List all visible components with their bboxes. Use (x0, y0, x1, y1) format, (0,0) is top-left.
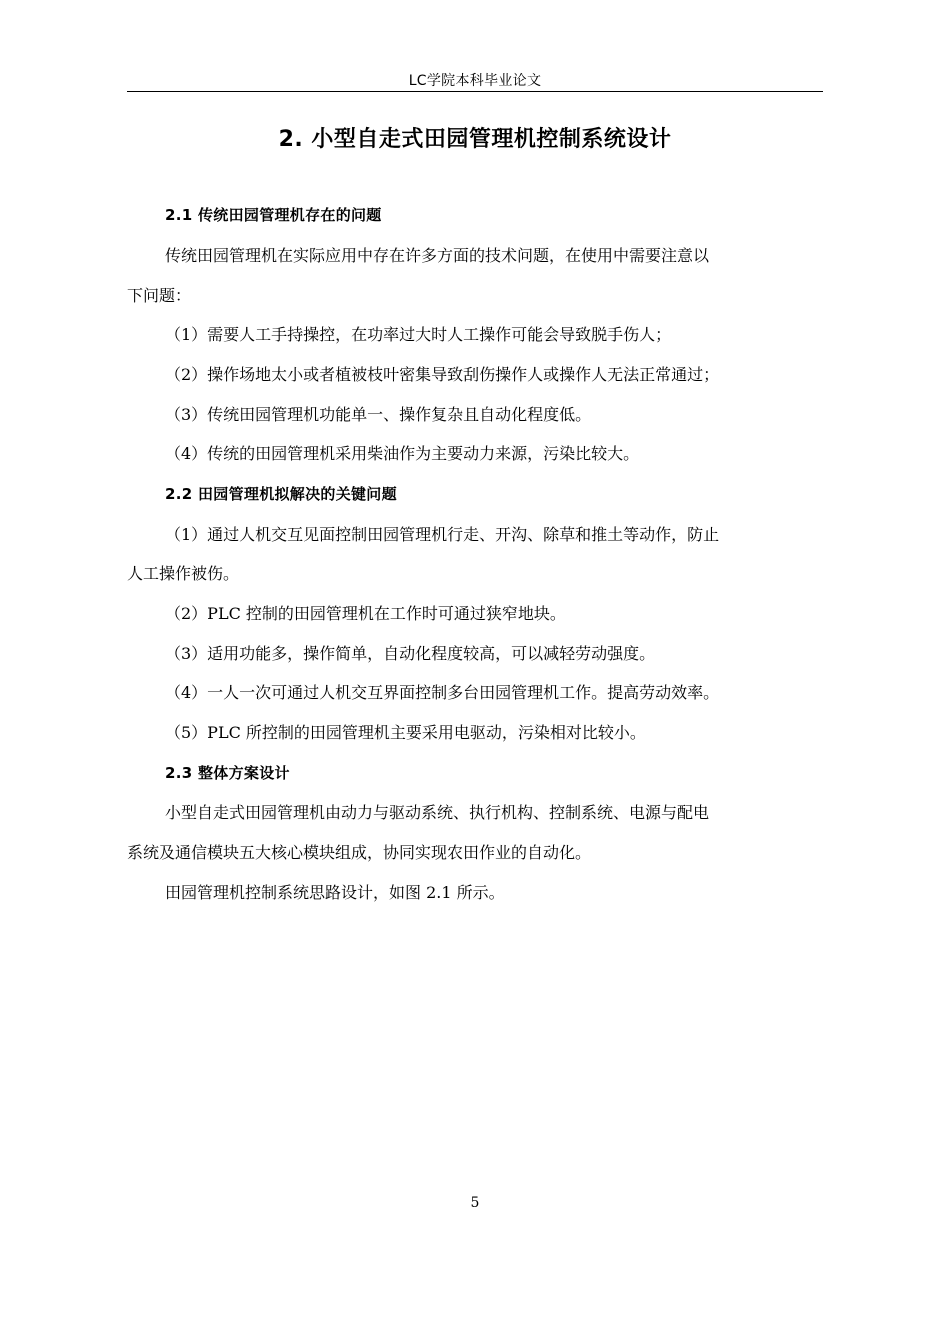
list-item: （3）适用功能多，操作简单，自动化程度较高，可以减轻劳动强度。 (165, 644, 656, 663)
list-item: （3）传统田园管理机功能单一、操作复杂且自动化程度低。 (165, 405, 592, 424)
header-divider (127, 91, 823, 92)
list-item: （1）需要人工手持操控，在功率过大时人工操作可能会导致脱手伤人； (165, 325, 672, 344)
paragraph-line: 小型自走式田园管理机由动力与驱动系统、执行机构、控制系统、电源与配电 (165, 803, 710, 822)
paragraph-line: 传统田园管理机在实际应用中存在许多方面的技术问题，在使用中需要注意以 (165, 246, 710, 265)
page-number: 5 (470, 1195, 480, 1211)
list-item: （5）PLC 所控制的田园管理机主要采用电驱动，污染相对比较小。 (165, 723, 646, 742)
paragraph-line: 田园管理机控制系统思路设计，如图 2.1 所示。 (165, 883, 505, 902)
list-item: （1）通过人机交互见面控制田园管理机行走、开沟、除草和推土等动作，防止 (165, 525, 720, 544)
section-heading-2-2: 2.2 田园管理机拟解决的关键问题 (165, 485, 397, 503)
paragraph-line: 下问题： (127, 286, 192, 305)
chapter-title: 2. 小型自走式田园管理机控制系统设计 (278, 127, 672, 152)
section-heading-2-1: 2.1 传统田园管理机存在的问题 (165, 206, 382, 224)
list-item: （2）PLC 控制的田园管理机在工作时可通过狭窄地块。 (165, 604, 566, 623)
list-item: （2）操作场地太小或者植被枝叶密集导致刮伤操作人或操作人无法正常通过； (165, 365, 720, 384)
list-item: （4）传统的田园管理机采用柴油作为主要动力来源，污染比较大。 (165, 444, 640, 463)
paragraph-line: 系统及通信模块五大核心模块组成，协同实现农田作业的自动化。 (127, 843, 592, 862)
section-heading-2-3: 2.3 整体方案设计 (165, 764, 290, 782)
list-item-continuation: 人工操作被伤。 (127, 564, 240, 583)
list-item: （4）一人一次可通过人机交互界面控制多台田园管理机工作。提高劳动效率。 (165, 683, 720, 702)
running-header: LC学院本科毕业论文 (408, 73, 542, 89)
